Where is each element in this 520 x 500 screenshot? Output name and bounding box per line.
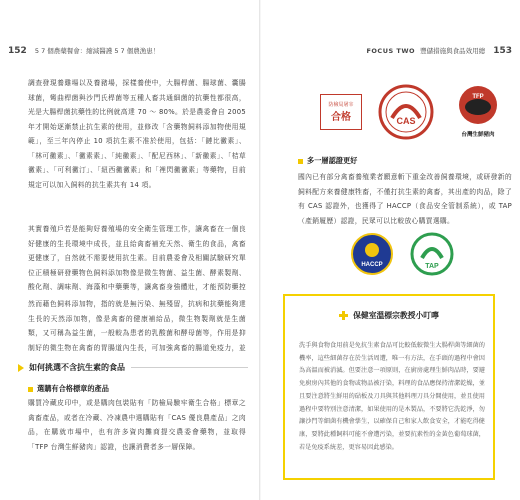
subheading-certified-products (28, 384, 109, 394)
haccp-logo (350, 232, 394, 276)
right-page-number: 153 (493, 46, 512, 56)
left-page-number: 152 (8, 46, 27, 56)
tap-logo-text: TAP (425, 263, 439, 270)
right-header-title: 豐儲措施與食品效用總 (420, 47, 486, 55)
tip-box-text: 洗手與食物食用前是免抗生素食品可比較低較微生大腸桿菌等細菌的機率，這些細菌存在於生活周遭，唯一有方法，在手頭的過程中會因為高溫而被消滅。但要注意一項原則，在廚房處理生鮮肉品時，要避免廚房內其他的食物或物品被汙染，料理的食品應保持清潔乾燥，並且要注意將生鮮用的砧板及刀具與其他料理刀具分開使用，並且使用過程中要特別注意清潔，如果使用的是木製品，不要將它洗乾淨，勿讓沙門等細菌有機會孳生，以確保自己和家人飲食安全，才能吃得健康，要將此種飼料可能不會遭污染，並要抗素性的金黃色葡萄球菌，若是免疫系統差，更容易因此感染。 (299, 342, 485, 451)
certification-logos-top (320, 80, 510, 150)
paragraph-certification-labels: 購買冷藏皮印中，或是購肉包裝貼有「防檢局驗牢衛生合格」標章之禽畜產品，或者在冷藏、冷凍農中選購貼有「CAS 優良農產品」之肉品，在購就市場中，也有許多資肉攤商提交農委會藥物，並取得「TFP 台灣生鮮豬肉」認證，也讓消費者多一層保障。 (28, 399, 246, 451)
paragraph-farm-management: 其實養殖戶若是能夠好養殖場的安全衛生管理工作，讓禽畜在一個良好健康的生長環境中成長，並且給禽畜補充天然、衛生的食品，禽畜更健康了，自然就不需要使用抗生素。目前農委會及相關試驗研究單位正積極研發藥物色飼料添加物像是微生物菌、益生菌、酵素製劑、酸化劑、調味劑、海藻和中藥藥等，讓禽畜身強體壯，才能預防藥控 (28, 225, 246, 291)
tip-box-title (285, 310, 493, 321)
paragraph-certified-farms: 國內已有部分禽畜養殖業者願意斬下重金改善飼養環境，或研發新的飼料配方來養健康牲畜，不僅打抗生素的禽畜，其出產的肉品，除了有 CAS 認證外，也獲得了 HACCP（食品安全管制系統），或 TAP（產銷履歷）認證，民眾可以比較放心購買選購。 (298, 173, 512, 225)
seal-line-2: 合格 (331, 112, 351, 123)
square-bullet-icon (298, 159, 303, 164)
slaughter-certificate-seal (320, 94, 362, 130)
haccp-logo-text: HACCP (361, 262, 383, 268)
section-heading-choose-food (18, 362, 248, 373)
subheading-text: 選購有合格標章的產品 (37, 384, 109, 393)
cas-logo-text: CAS (396, 116, 416, 126)
section-heading-text: 如何挑選不含抗生素的食品 (29, 363, 125, 372)
doctor-tip-box (283, 294, 495, 480)
right-running-header (366, 45, 512, 57)
left-header-title: 5 7 個農藥餐會：縮減醫護 5 7 個農漁患！ (34, 47, 160, 55)
square-bullet-icon (28, 387, 33, 392)
subheading-extra-certification (298, 156, 357, 166)
tip-box-title-text: 保健室溫標宗教授小叮嚀 (353, 311, 439, 320)
triangle-bullet-icon (18, 364, 24, 372)
tap-logo (410, 232, 454, 276)
subheading-text: 多一層認證更好 (307, 156, 358, 165)
tfp-logo-text: TFP (472, 94, 484, 100)
seal-line-1: 防檢局屠宰 (328, 102, 354, 108)
yellow-plus-icon (339, 311, 348, 320)
tfp-caption: 台灣生鮮豬肉 (461, 132, 495, 138)
paragraph-feed-additives: 然而藉色飼料添加物，指的就是無污染、無殘留，抗病和抗藥能夠達生長的天然添加物，像是禽畜的健康補給品，微生物製劑就是生菌類，又可稱為益生菌，一般較為患者的乳酸菌和酵母菌等，作用是抑制好的微生物在禽畜的胃腸道內生長，可加強禽畜的腸道免疫力，並 (28, 300, 246, 352)
right-section-label: FOCUS TWO (366, 47, 416, 55)
heading-rule (131, 367, 248, 368)
tfp-pork-logo (450, 84, 506, 128)
paragraph-antibiotic-survey: 調查發現養雞場以及養豬場，採樣養使中，大腸桿菌、腸球菌、囊腸球菌，彎曲桿菌與沙門氏桿菌等五種人畜共通細菌的抗藥性都很高，光是大腸桿菌抗藥性的比例就高達 70 ～ 80%。於是農委會自 2005 年才開始逐漸禁止抗生素的使用，並修改「含藥物飼料添加物使用規範」，至三年內停止 10 項抗生素不准於使用，包括：「鏈比黴素」、「林可黴素」、「黴素素」、「純黴素」、「配尼西林」、「新黴素」、「桔草黴素」、「可利黴汀」、「紐西黴黴素」和「裡閃黴黴素」等藥物，目前規定可以加入飼料的抗生素共有 14 項。 (28, 79, 246, 189)
cas-logo (378, 84, 434, 140)
left-running-header (8, 45, 159, 57)
